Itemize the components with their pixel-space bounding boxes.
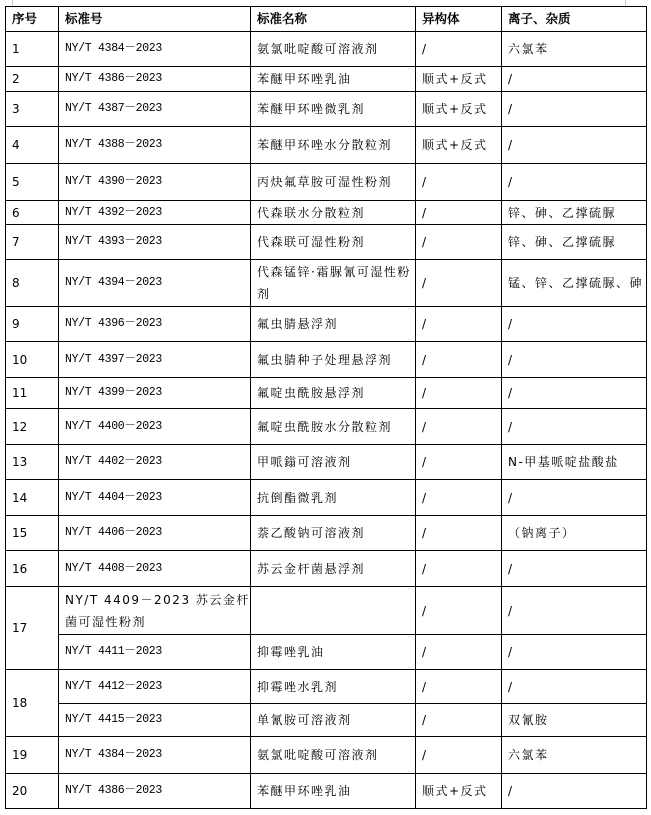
impurity-cell: （钠离子） bbox=[502, 516, 647, 551]
standard-number-cell: NY/T 4384－2023 bbox=[59, 737, 251, 774]
row-number-cell: 9 bbox=[6, 307, 59, 342]
impurity-cell: / bbox=[502, 307, 647, 342]
standard-number-cell: NY/T 4415－2023 bbox=[59, 704, 251, 737]
row-number-cell: 6 bbox=[6, 201, 59, 225]
impurity-cell: / bbox=[502, 409, 647, 445]
impurity-cell: / bbox=[502, 551, 647, 587]
standard-number-cell: NY/T 4388－2023 bbox=[59, 127, 251, 164]
table-row bbox=[6, 201, 647, 225]
table-row bbox=[6, 409, 647, 445]
impurity-cell: 六氯苯 bbox=[502, 32, 647, 67]
isomer-cell: / bbox=[416, 670, 502, 704]
table-header-row bbox=[6, 7, 647, 32]
standard-number-cell: NY/T 4396－2023 bbox=[59, 307, 251, 342]
isomer-cell: 顺式+反式 bbox=[416, 127, 502, 164]
standard-name-cell: 氟啶虫酰胺悬浮剂 bbox=[251, 378, 416, 409]
isomer-cell: / bbox=[416, 164, 502, 201]
row-number-cell: 5 bbox=[6, 164, 59, 201]
header-no: 序号 bbox=[6, 7, 59, 32]
row-number-cell: 13 bbox=[6, 445, 59, 480]
standard-name-cell: 丙炔氟草胺可湿性粉剂 bbox=[251, 164, 416, 201]
impurity-cell: 锌、砷、乙撑硫脲 bbox=[502, 201, 647, 225]
impurity-cell: / bbox=[502, 670, 647, 704]
standard-number-cell: NY/T 4392－2023 bbox=[59, 201, 251, 225]
impurity-cell: / bbox=[502, 342, 647, 378]
isomer-cell: 顺式+反式 bbox=[416, 774, 502, 809]
impurity-cell: 锰、锌、乙撑硫脲、砷 bbox=[502, 260, 647, 307]
standard-name-cell: 氨氯吡啶酸可溶液剂 bbox=[251, 32, 416, 67]
standard-number-cell: NY/T 4404－2023 bbox=[59, 480, 251, 516]
isomer-cell: / bbox=[416, 260, 502, 307]
standard-name-cell: 抑霉唑水乳剂 bbox=[251, 670, 416, 704]
impurity-cell: / bbox=[502, 480, 647, 516]
standard-name-cell: 抗倒酯微乳剂 bbox=[251, 480, 416, 516]
standard-number-cell: NY/T 4400－2023 bbox=[59, 409, 251, 445]
standard-name-cell: 氟虫腈悬浮剂 bbox=[251, 307, 416, 342]
header-isomer: 异构体 bbox=[416, 7, 502, 32]
isomer-cell: / bbox=[416, 307, 502, 342]
impurity-cell: / bbox=[502, 587, 647, 635]
impurity-cell: 六氯苯 bbox=[502, 737, 647, 774]
table-row bbox=[6, 67, 647, 92]
table-row bbox=[6, 445, 647, 480]
standard-number-cell: NY/T 4399－2023 bbox=[59, 378, 251, 409]
isomer-cell: / bbox=[416, 516, 502, 551]
table-row bbox=[6, 587, 647, 635]
table-row bbox=[6, 551, 647, 587]
isomer-cell: / bbox=[416, 737, 502, 774]
table-row bbox=[6, 307, 647, 342]
impurity-cell: / bbox=[502, 92, 647, 127]
row-number-cell: 4 bbox=[6, 127, 59, 164]
standard-number-cell: NY/T 4406－2023 bbox=[59, 516, 251, 551]
row-number-cell: 15 bbox=[6, 516, 59, 551]
isomer-cell: / bbox=[416, 32, 502, 67]
standard-name-cell: 苯醚甲环唑水分散粒剂 bbox=[251, 127, 416, 164]
table-row bbox=[6, 225, 647, 260]
row-number-cell: 2 bbox=[6, 67, 59, 92]
standard-name-cell: 氨氯吡啶酸可溶液剂 bbox=[251, 737, 416, 774]
isomer-cell: / bbox=[416, 409, 502, 445]
standard-name-cell: 甲哌鎓可溶液剂 bbox=[251, 445, 416, 480]
table-row bbox=[6, 378, 647, 409]
standard-number-cell: NY/T 4409－2023 苏云金杆菌可湿性粉剂 bbox=[59, 587, 251, 635]
isomer-cell: 顺式+反式 bbox=[416, 92, 502, 127]
row-number-cell: 16 bbox=[6, 551, 59, 587]
impurity-cell: / bbox=[502, 67, 647, 92]
row-number-cell: 12 bbox=[6, 409, 59, 445]
table-row bbox=[6, 480, 647, 516]
table-row bbox=[6, 164, 647, 201]
standard-name-cell: 抑霉唑乳油 bbox=[251, 635, 416, 670]
standard-name-cell: 代森联可湿性粉剂 bbox=[251, 225, 416, 260]
standard-number-cell: NY/T 4397－2023 bbox=[59, 342, 251, 378]
isomer-cell: / bbox=[416, 635, 502, 670]
row-number-cell: 8 bbox=[6, 260, 59, 307]
isomer-cell: / bbox=[416, 480, 502, 516]
table-row bbox=[6, 635, 647, 670]
row-number-cell: 7 bbox=[6, 225, 59, 260]
standard-number-cell: NY/T 4402－2023 bbox=[59, 445, 251, 480]
standard-number-cell: NY/T 4394－2023 bbox=[59, 260, 251, 307]
isomer-cell: / bbox=[416, 225, 502, 260]
table-row bbox=[6, 127, 647, 164]
standard-number-cell: NY/T 4384－2023 bbox=[59, 32, 251, 67]
table-row bbox=[6, 516, 647, 551]
row-number-cell: 14 bbox=[6, 480, 59, 516]
standard-name-cell bbox=[251, 587, 416, 635]
table-row bbox=[6, 92, 647, 127]
table-row bbox=[6, 342, 647, 378]
row-number-cell: 3 bbox=[6, 92, 59, 127]
standard-number-cell: NY/T 4411－2023 bbox=[59, 635, 251, 670]
standard-number-cell: NY/T 4393－2023 bbox=[59, 225, 251, 260]
isomer-cell: / bbox=[416, 378, 502, 409]
standard-number-cell: NY/T 4386－2023 bbox=[59, 67, 251, 92]
impurity-cell: / bbox=[502, 164, 647, 201]
row-number-cell: 20 bbox=[6, 774, 59, 809]
standard-name-cell: 苯醚甲环唑微乳剂 bbox=[251, 92, 416, 127]
impurity-cell: 双氰胺 bbox=[502, 704, 647, 737]
row-number-cell: 10 bbox=[6, 342, 59, 378]
impurity-cell: / bbox=[502, 127, 647, 164]
table-row bbox=[6, 774, 647, 809]
isomer-cell: / bbox=[416, 704, 502, 737]
header-standard-number: 标准号 bbox=[59, 7, 251, 32]
standard-name-cell: 苏云金杆菌悬浮剂 bbox=[251, 551, 416, 587]
header-standard-name: 标准名称 bbox=[251, 7, 416, 32]
isomer-cell: / bbox=[416, 201, 502, 225]
impurity-cell: / bbox=[502, 635, 647, 670]
isomer-cell: / bbox=[416, 587, 502, 635]
row-number-cell: 19 bbox=[6, 737, 59, 774]
table-row bbox=[6, 32, 647, 67]
standard-number-cell: NY/T 4408－2023 bbox=[59, 551, 251, 587]
standard-number-cell: NY/T 4412－2023 bbox=[59, 670, 251, 704]
standard-name-cell: 氟虫腈种子处理悬浮剂 bbox=[251, 342, 416, 378]
standard-name-cell: 代森锰锌·霜脲氰可湿性粉剂 bbox=[251, 260, 416, 307]
standard-name-cell: 单氰胺可溶液剂 bbox=[251, 704, 416, 737]
isomer-cell: 顺式+反式 bbox=[416, 67, 502, 92]
standard-number-cell: NY/T 4386－2023 bbox=[59, 774, 251, 809]
header-impurity: 离子、杂质 bbox=[502, 7, 647, 32]
standards-table bbox=[5, 6, 647, 809]
isomer-cell: / bbox=[416, 445, 502, 480]
table-row bbox=[6, 704, 647, 737]
standard-name-cell: 苯醚甲环唑乳油 bbox=[251, 774, 416, 809]
table-row bbox=[6, 260, 647, 307]
standard-name-cell: 苯醚甲环唑乳油 bbox=[251, 67, 416, 92]
impurity-cell: / bbox=[502, 378, 647, 409]
standard-name-cell: 氟啶虫酰胺水分散粒剂 bbox=[251, 409, 416, 445]
table-row bbox=[6, 670, 647, 704]
standard-number-cell: NY/T 4390－2023 bbox=[59, 164, 251, 201]
row-number-cell: 1 bbox=[6, 32, 59, 67]
impurity-cell: / bbox=[502, 774, 647, 809]
impurity-cell: N-甲基哌啶盐酸盐 bbox=[502, 445, 647, 480]
isomer-cell: / bbox=[416, 342, 502, 378]
standard-name-cell: 萘乙酸钠可溶液剂 bbox=[251, 516, 416, 551]
row-number-cell: 11 bbox=[6, 378, 59, 409]
standard-name-cell: 代森联水分散粒剂 bbox=[251, 201, 416, 225]
impurity-cell: 锌、砷、乙撑硫脲 bbox=[502, 225, 647, 260]
table-row bbox=[6, 737, 647, 774]
standard-number-cell: NY/T 4387－2023 bbox=[59, 92, 251, 127]
isomer-cell: / bbox=[416, 551, 502, 587]
row-number-cell: 18 bbox=[6, 670, 59, 737]
row-number-cell: 17 bbox=[6, 587, 59, 670]
